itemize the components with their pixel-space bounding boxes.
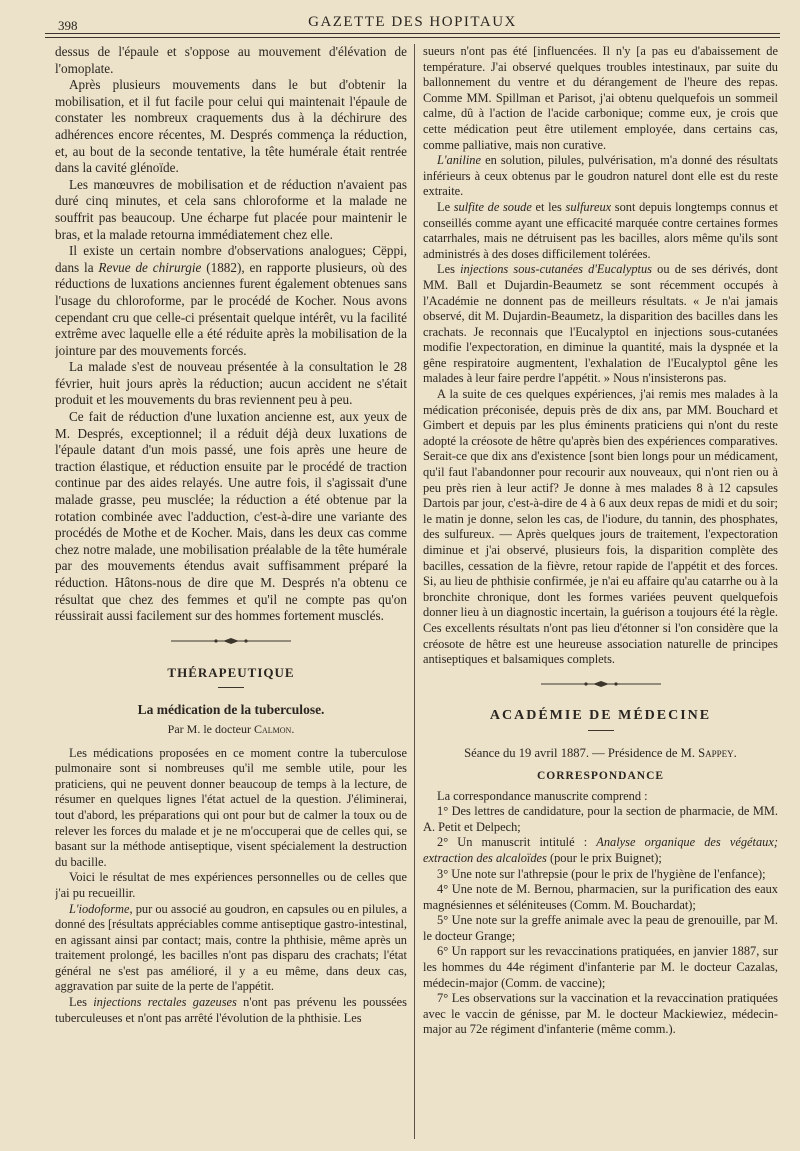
- list-item: 4° Une note de M. Bernou, pharmacien, sur la purification des eaux magnésiennes et séléniteuses (Comm. M. Bouchardat);: [423, 882, 778, 912]
- ornamental-rule: [541, 680, 661, 688]
- paragraph: dessus de l'épaule et s'oppose au mouvement d'élévation de l'omoplate.: [55, 44, 407, 76]
- text-span: Il existe un certain nombre d'observations analogues; Cëppi, dans la: [55, 243, 407, 275]
- paragraph: Ce fait de réduction d'une luxation ancienne est, aux yeux de M. Després, exceptionnel; il a réduit déjà deux luxations de l'épaule datant d'un mois passé, une fois après une heure de traction élastique, et réduction ensuite par le procédé de traction continue par des aides relayés. Une autre fois, il s'agissait d'une malade grasse, peu musclée; la réduction a été obtenue par la rotation combinée avec l'adduction, c'est-à-dire une variante des procédés de Mothe et de Kocher. Mais, dans les deux cas comme chez notre malade, une mobilisation préalable de la tête humérale par des mouvements étendus avait suffisamment préparé la réduction. Hâtons-nous de dire que M. Després n'a obtenu ce résultat que chez des femmes et qu'il ne compte pas qu'on réussirait aussi facilement sur des hommes fortement musclés.: [55, 409, 407, 624]
- text-span: n'ont pas prévenu les poussées tuberculeuses et n'ont pas arrêté l'évolution de la phthisie. Les: [55, 995, 407, 1025]
- left-column: [55, 44, 407, 1144]
- text-span: sont depuis longtemps connus et conseillés comme ayant une efficacité marquée contre certaines formes catarrhales, mais ne détruisent pas les bacilles, alors même qu'ils sont administrés à des doses difficilement tolérées.: [423, 199, 778, 261]
- author-name: Calmon.: [253, 721, 295, 736]
- paragraph: [55, 995, 407, 1026]
- byline: [55, 721, 407, 738]
- newspaper-title: GAZETTE DES HOPITAUX: [308, 14, 517, 30]
- drug-name: L'aniline: [437, 153, 481, 168]
- text-span: Les: [437, 262, 461, 277]
- text-span: et les: [531, 199, 566, 214]
- subsection-title: CORRESPONDANCE: [536, 769, 665, 782]
- header-rule-bottom: [45, 37, 780, 38]
- text-span: Le: [437, 199, 454, 214]
- correspondence-list: [423, 789, 778, 1039]
- paragraph: Les manœuvres de mobilisation et de réduction n'avaient pas duré cinq minutes, et cela sans chloroforme et la malade ne souffrit pas beaucoup. Une écharpe fut placée pour maintenir le bras, et la malade retourna immédiatement chez elle.: [55, 176, 407, 242]
- text-span: ou de ses dérivés, dont MM. Ball et Dujardin-Beaumetz se sont récemment occupés à l'Académie ne donnent pas de meilleurs résultats. « Je n'ai jamais observé, dit M. Dujardin-Beaumetz, la disparition des bacilles dans les crachats. Je reconnais que l'Eucalyptol en injections sous-cutanées modifie l'expectoration, en diminue la quantité, mais la dyspnée et la gêne respiratoire augmentent, l'exhalation de l'Eucalyptol gêne les malades à leur faire perdre l'appétit. » Nous n'insisterons pas.: [423, 262, 778, 386]
- drug-name: sulfite de soude: [453, 199, 532, 214]
- paragraph: [423, 200, 778, 262]
- manuscript-title: Analyse organique des végétaux; extraction des alcaloïdes: [423, 835, 778, 865]
- text-span: (pour le prix Buignet);: [546, 850, 662, 865]
- drug-name: sulfureux: [565, 199, 612, 214]
- session-line: [423, 745, 778, 762]
- article-title: La médication de la tuberculose.: [137, 702, 325, 718]
- article-body-continued: [423, 44, 778, 668]
- drug-name: L'iodoforme: [69, 901, 130, 916]
- text-span: 2° Un manuscrit intitulé :: [437, 835, 597, 850]
- column-divider: [414, 44, 415, 1139]
- text-span: Les: [69, 995, 94, 1010]
- paragraph: La malade s'est de nouveau présentée à la consultation le 28 février, huit jours après la réduction; aucun accident ne s'était produit et les mouvements du bras reviennent peu à peu.: [55, 359, 407, 408]
- session-text: Séance du 19 avril 1887. — Présidence de M.: [464, 746, 699, 761]
- list-item: 5° Une note sur la greffe animale avec la peau de grenouille, par M. le docteur Grange;: [423, 913, 778, 943]
- text-span: en solution, pilules, pulvérisation, m'a donné des résultats inférieurs à ceux obtenus par le goudron naturel dont elle est du reste extraite.: [423, 153, 778, 199]
- short-rule: [588, 730, 614, 731]
- list-item: 1° Des lettres de candidature, pour la section de pharmacie, de MM. A. Petit et Delpech;: [423, 804, 778, 834]
- paragraph: Après plusieurs mouvements dans le but d'obtenir la mobilisation, et il fut facile pour celui qui maintenait l'épaule de constater les nombreux craquements dus à la déchirure des adhérences encore récentes, M. Després commença la réduction, et, au bout de la seconde tentative, la tête humérale était rentrée dans la cavité glénoïde.: [55, 77, 407, 176]
- president-name: Sappey.: [698, 746, 737, 761]
- article-body: [55, 746, 407, 1027]
- short-rule: [218, 687, 244, 688]
- list-item: [423, 835, 778, 866]
- header-rule-top: [45, 33, 780, 34]
- list-intro: La correspondance manuscrite comprend :: [437, 788, 648, 803]
- paragraph: [423, 262, 778, 387]
- treatment-name: injections rectales gazeuses: [93, 995, 237, 1010]
- section-title: ACADÉMIE DE MÉDECINE: [489, 707, 712, 723]
- byline-prefix: Par M. le docteur: [167, 721, 254, 736]
- section-title: THÉRAPEUTIQUE: [167, 664, 295, 680]
- ornamental-rule: [171, 637, 291, 645]
- list-item: 7° Les observations sur la vaccination et la revaccination pratiquées avec le vaccin de génisse, par M. le docteur Mackiewiez, médecin-major au 72e régiment d'infanterie (même comm.).: [423, 991, 778, 1037]
- page-number: 398: [58, 18, 78, 33]
- list-item: 6° Un rapport sur les revaccinations pratiquées, en janvier 1887, sur les hommes du 44e régiment d'infanterie par M. le docteur Cazalas, médecin-major (Comm. de vaccine);: [423, 944, 778, 990]
- paragraph: [423, 153, 778, 200]
- paragraph: [55, 902, 407, 996]
- text-span: , pur ou associé au goudron, en capsules ou en pilules, a donné des [résultats appréciables comme antiseptique gastro-intestinal, en agissant ainsi par contact; mais, contre la phthisie, même après un traitement prolongé, les bacilles n'ont pas disparu des crachats; l'état général ne s'est pas amélioré, il y a eu même, dans deux cas, aggravation par suite de la perte de l'appétit.: [55, 901, 407, 994]
- text-span: (1882), en rapporte plusieurs, où des réductions de luxations anciennes furent également obtenues sans l'usage du chloroforme, par le procédé de Kocher. Nous avons cependant cru que celle-ci présentait quelque intérêt, vu la facilité extrême avec laquelle elle a été réduite après la mobilisation de la jointure par des mouvements forcés.: [55, 259, 407, 358]
- paragraph: Voici le résultat de mes expériences personnelles ou de celles que j'ai pu recueillir.: [55, 870, 407, 900]
- page-header: [40, 8, 785, 34]
- paragraph: Les médications proposées en ce moment contre la tuberculose pulmonaire sont si nombreuses qu'il me semble utile, pour les praticiens, qui ne peuvent donner beaucoup de temps à la lecture, de résumer en quelques lignes l'état actuel de la question. J'éliminerai, tout d'abord, les préparations qui ont pour but de calmer la toux ou de relever les forces du malade et je ne m'occuperai que de celles qui, se basant sur la méthode antiseptique, visent spécialement la destruction du bacille.: [55, 745, 407, 869]
- right-column: [423, 44, 778, 1144]
- journal-title: Revue de chirurgie: [98, 259, 202, 275]
- treatment-name: injections sous-cutanées d'Eucalyptus: [460, 262, 652, 277]
- list-item: 3° Une note sur l'athrepsie (pour le prix de l'hygiène de l'enfance);: [437, 866, 766, 881]
- paragraph: sueurs n'ont pas été [influencées. Il n'y [a pas eu d'abaissement de température. J'ai observé quelques troubles intestinaux, par suite du ballonnement du ventre et du dérangement de l'heure des repas. Comme MM. Spillman et Parisot, j'ai obtenu quelquefois un sommeil calme, dû à l'action de l'acide carbonique; comme eux, je crois que cette médication peut être utilement employée, dans certains cas, comme palliative, mais non curative.: [423, 44, 778, 152]
- paragraph: [55, 243, 407, 359]
- paragraph: A la suite de ces quelques expériences, j'ai remis mes malades à la médication préconisée, depuis près de dix ans, par MM. Bouchard et Gimbert et depuis par les plus éminents praticiens qui n'ont du reste adopté la créosote de hêtre qu'après bien des expériences comparatives. Serait-ce que dix ans d'existence [sont bien longs pour un médicament, qu'il faut l'abandonner pour recourir aux nouveaux, qui n'ont rien ou à peu près rien à leur actif? Je donne à mes malades 8 à 12 capsules Dartois par jour, c'est-à-dire de 4 à 6 aux deux repas de midi et du soir; le matin je donne, selon les cas, de l'iodure, du tannin, des phosphates, des sulfureux. — Après quelques jours de traitement, l'expectoration diminue et j'ai observé, plusieurs fois, la disparition complète des bacilles, cessation de la fièvre, retour rapide de l'appétit et des forces. Si, au lieu de phthisie confirmée, je n'ai eu affaire qu'au catarrhe ou à la bronchite chronique, dont les formes variées peuvent quelquefois donner lieu à un diagnostic incertain, la guérison a toujours été la règle. Ces excellents résultats n'ont pas lieu d'étonner si l'on considère que la créosote de hêtre est une heureuse association naturelle de principes antiseptiques et balsamiques complets.: [423, 387, 778, 667]
